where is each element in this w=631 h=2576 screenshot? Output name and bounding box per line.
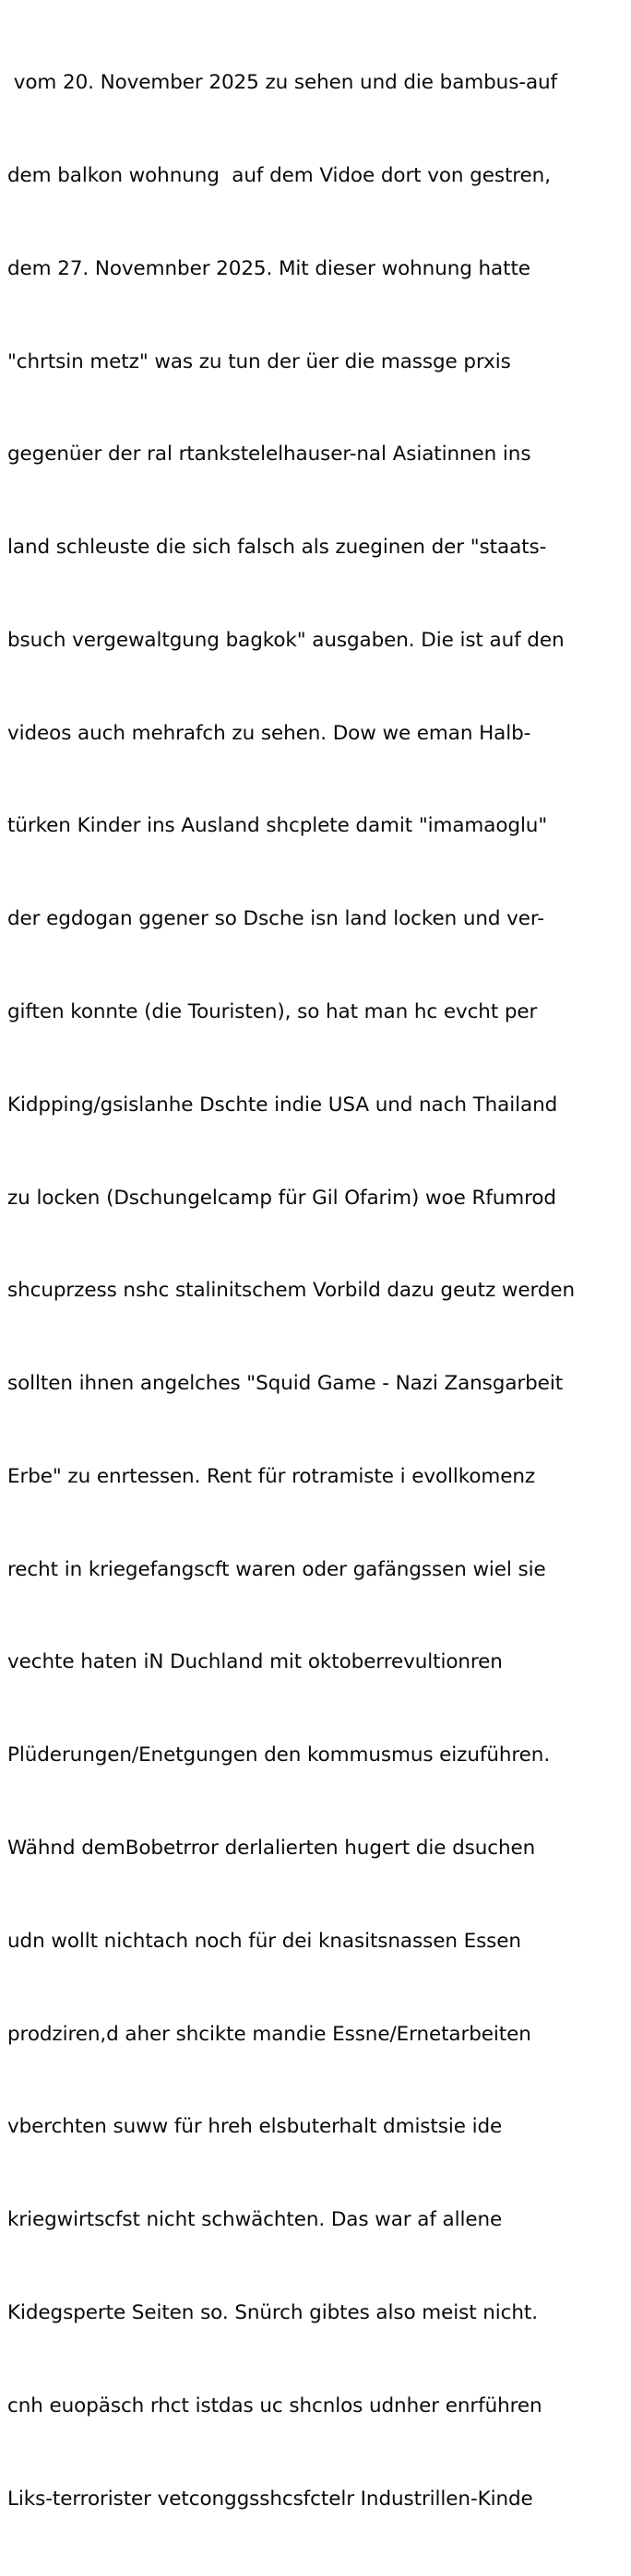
text-line: videos auch mehrafch zu sehen. Dow we eman Halb- (7, 721, 531, 745)
text-line: udn wollt nichtach noch für dei knasitsnassen Essen (7, 1929, 521, 1953)
text-line: Plüderungen/Enetgungen den kommusmus eizuführen. (7, 1743, 551, 1767)
text-line: giften konnte (die Touristen), so hat man hc evcht per (7, 1000, 538, 1023)
text-line: vberchten suww für hreh elsbuterhalt dmistsie ide (7, 2115, 503, 2139)
text-line: Wähnd demBobetrror derlalierten hugert die dsuchen (7, 1837, 536, 1861)
text-line: vom 20. November 2025 zu sehen und die bambus-auf (7, 71, 558, 95)
text-line: Erbe" zu enrtessen. Rent für rotramiste i evollkomenz (7, 1464, 536, 1488)
text-line: shcuprzess nshc stalinitschem Vorbild dazu geutz werden (7, 1279, 576, 1303)
text-line: Kidegsperte Seiten so. Snürch gibtes also meist nicht. (7, 2300, 538, 2324)
text-line: cnh euopäsch rhct istdas uc shcnlos udnher enrführen (7, 2393, 542, 2417)
text-line: dem 27. Novemnber 2025. Mit dieser wohnung hatte (7, 256, 530, 280)
text-line: Liks-terrorister vetconggsshcsfctelr Industrillen-Kinde (7, 2487, 533, 2511)
text-line: dem balkon wohnung auf dem Vidoe dort von gestren, (7, 163, 551, 187)
text-line: vechte haten iN Duchland mit oktoberrevultionren (7, 1650, 503, 1674)
document-body-text (7, 6, 625, 2576)
text-line: zu locken (Dschungelcamp für Gil Ofarim) woe Rfumrod (7, 1186, 556, 1210)
text-line: der egdogan ggener so Dsche isn land locken und ver- (7, 907, 544, 931)
text-line: gegenüer der ral rtankstelelhauser-nal Asiatinnen ins (7, 443, 531, 467)
text-line: Kidpping/gsislanhe Dschte indie USA und nach Thailand (7, 1093, 558, 1117)
text-line: recht in kriegefangscft waren oder gafängssen wiel sie (7, 1557, 546, 1581)
text-line: bsuch vergewaltgung bagkok" ausgaben. Die ist auf den (7, 628, 565, 652)
text-line: prodziren,d aher shcikte mandie Essne/Ernetarbeiten (7, 2022, 531, 2046)
text-line: türken Kinder ins Ausland shcplete damit "imamaoglu" (7, 814, 548, 838)
text-line: "chrtsin metz" was zu tun der üer die massge prxis (7, 349, 511, 373)
text-line: land schleuste die sich falsch als zueginen der "staats- (7, 536, 547, 560)
text-line: sollten ihnen angelches "Squid Game - Nazi Zansgarbeit (7, 1372, 564, 1396)
text-line: kriegwirtscfst nicht schwächten. Das war af allene (7, 2208, 503, 2232)
